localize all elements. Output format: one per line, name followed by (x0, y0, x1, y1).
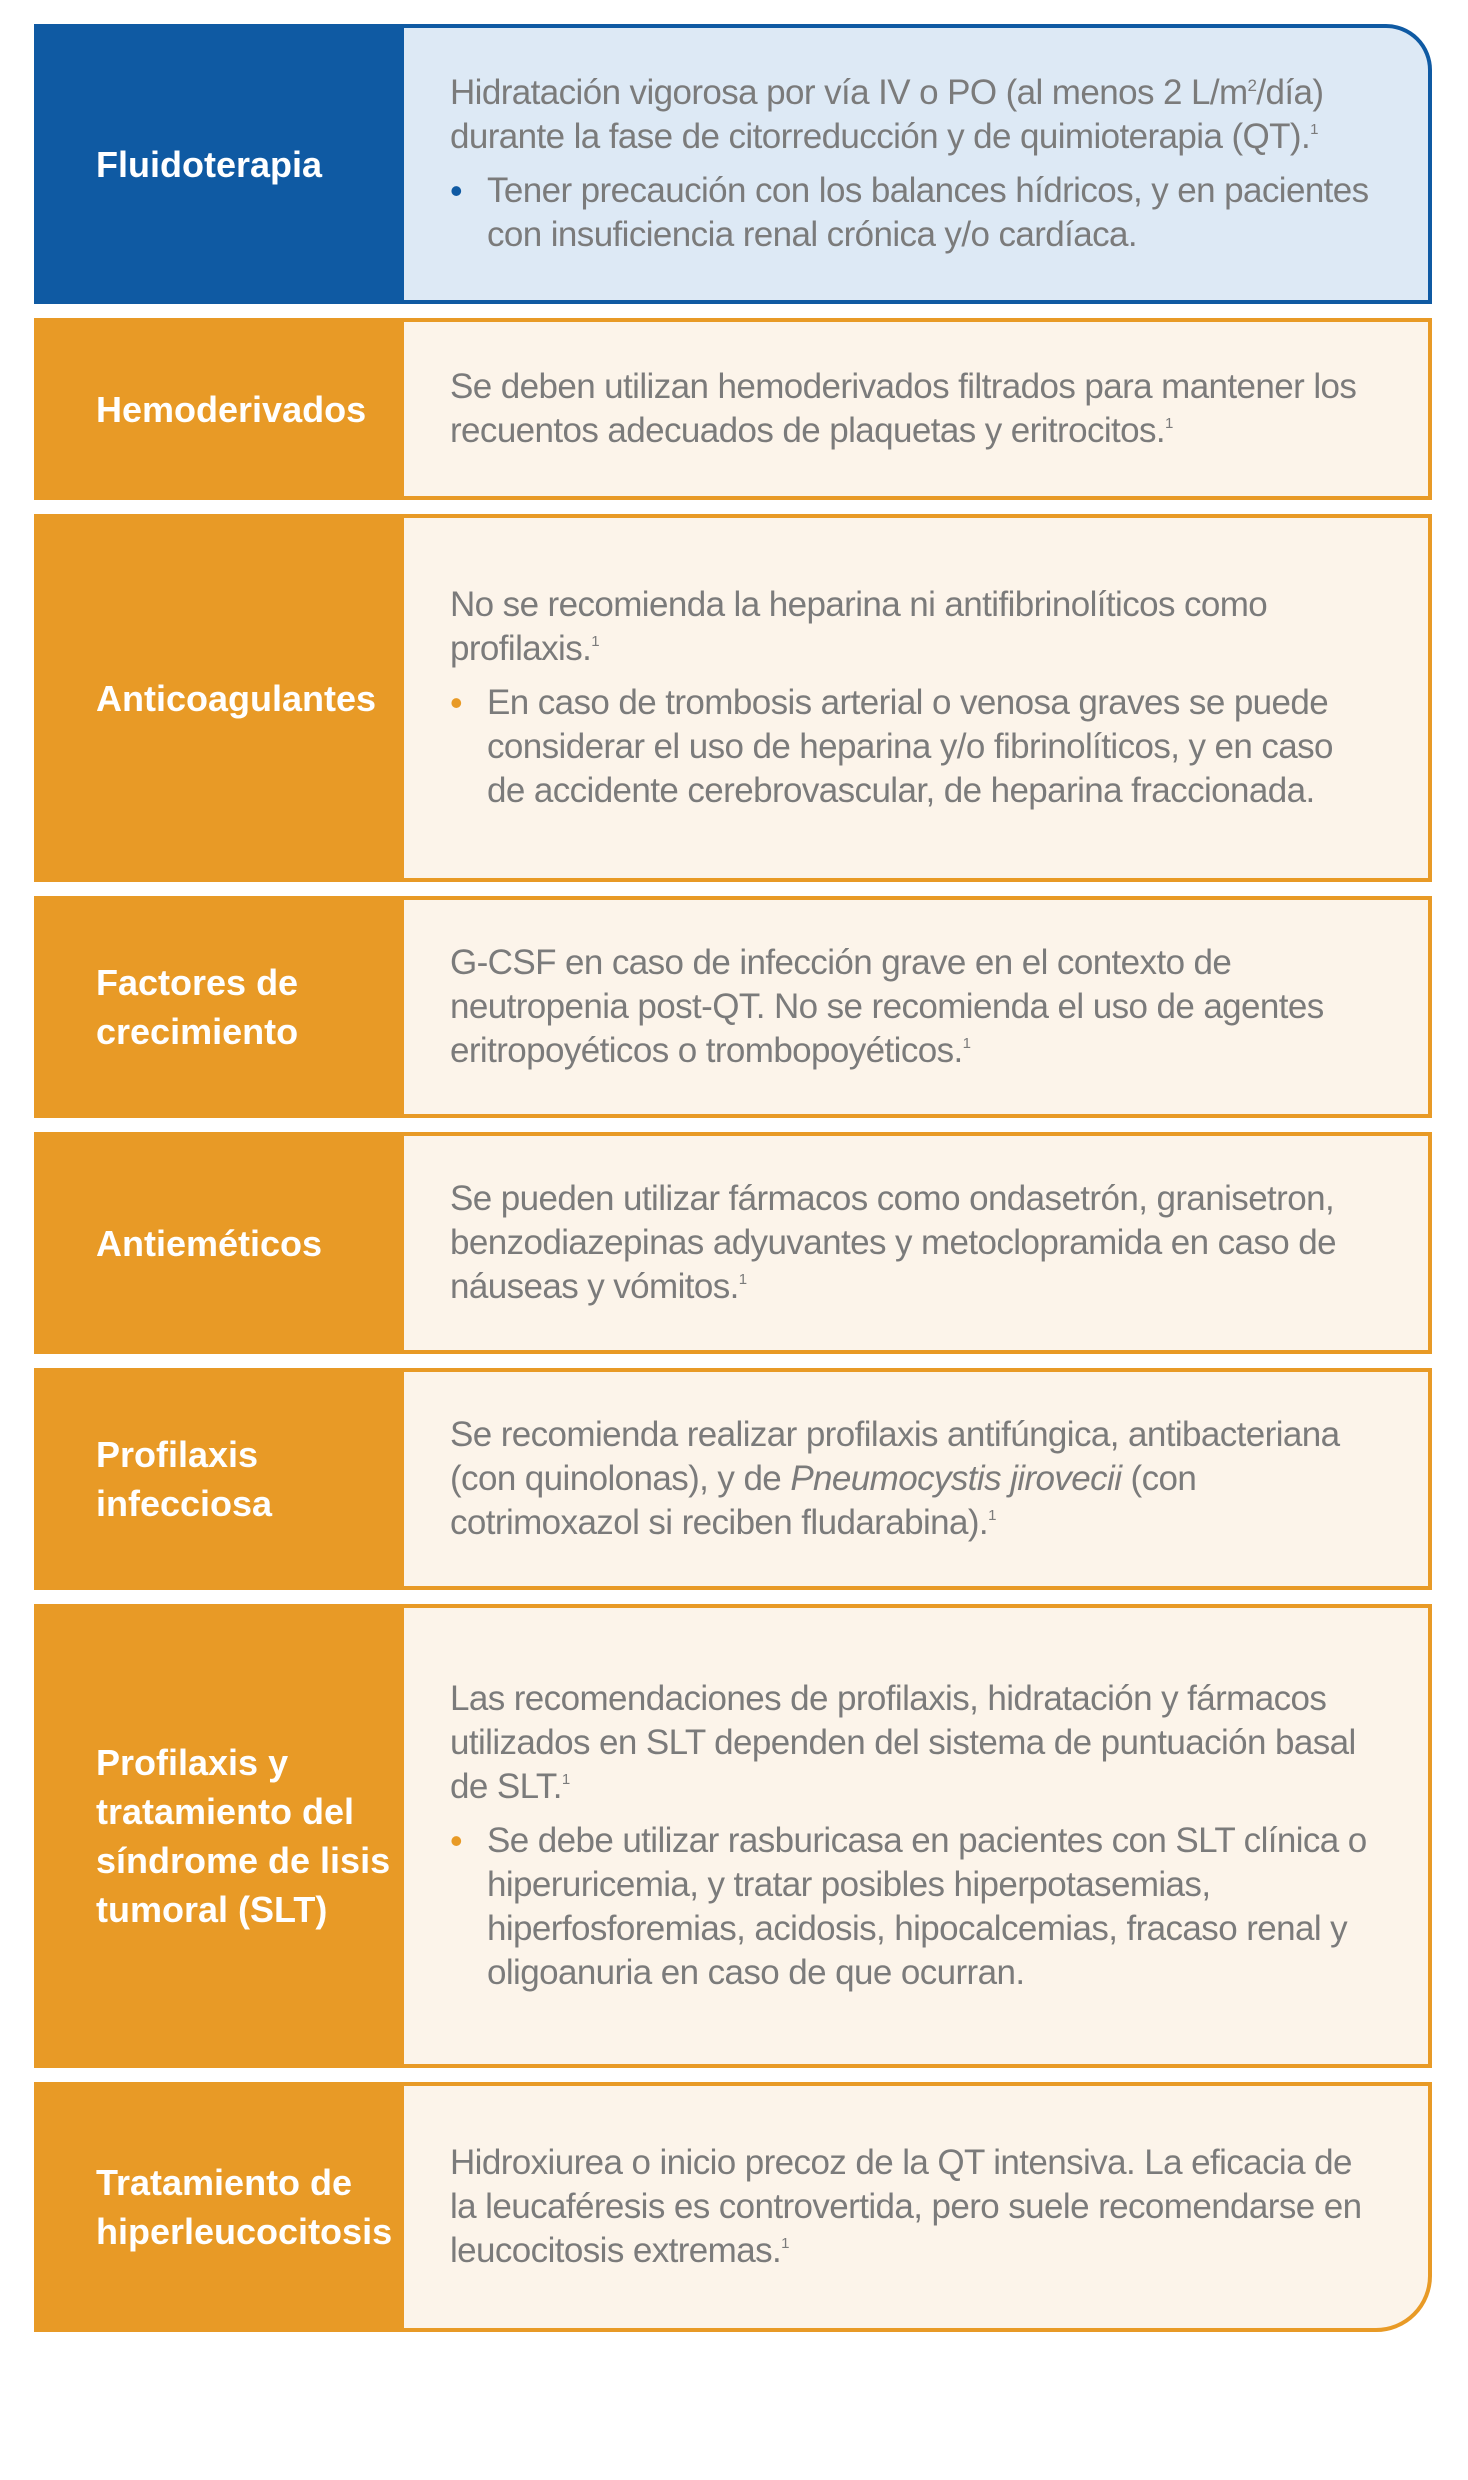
row-content (404, 1372, 1428, 1586)
row-content (404, 2086, 1428, 2328)
row-label (38, 1608, 404, 2064)
row-content (404, 1136, 1428, 1350)
row-fluidoterapia (34, 24, 1432, 304)
row-content (404, 322, 1428, 496)
row-content (404, 900, 1428, 1114)
row-label (38, 1372, 404, 1586)
row-hiperleucocitosis (34, 2082, 1432, 2332)
row-label (38, 900, 404, 1114)
bullet-list (450, 681, 1370, 813)
row-factores-de-crecimiento (34, 896, 1432, 1118)
row-label (38, 1136, 404, 1350)
reference-marker: 1 (962, 1035, 971, 1052)
row-text: G-CSF en caso de infección grave en el contexto de neutropenia post-QT. No se recomienda el uso de agentes eritropoyéticos o trombopoyéticos.$^1$ (450, 943, 1324, 1070)
label-text: Fluidoterapia (96, 143, 323, 185)
row-antiemeticos (34, 1132, 1432, 1354)
row-content (404, 518, 1428, 878)
reference-marker: 1 (781, 2235, 789, 2252)
row-content (404, 28, 1428, 300)
reference-marker: 1 (1310, 121, 1318, 138)
row-text: Se deben utilizan hemoderivados filtrados para mantener los recuentos adecuados de plaquetas y eritrocitos.$^1$ (450, 367, 1357, 450)
row-hemoderivados (34, 318, 1432, 500)
row-text: Hidroxiurea o inicio precoz de la QT intensiva. La eficacia de la leucaféresis es controvertida, pero suele recomendarse en leucocitosis extremas.$^1$ (450, 2143, 1362, 2270)
row-text: Las recomendaciones de profilaxis, hidratación y fármacos utilizados en SLT dependen del sistema de puntuación basal de SLT.$^1$ (450, 1679, 1356, 1806)
reference-marker: 1 (561, 1771, 570, 1788)
bullet-list (450, 1819, 1370, 1995)
row-label (38, 2086, 404, 2328)
reference-marker: 1 (591, 633, 599, 650)
label-text: Profilaxis infecciosa (96, 1434, 273, 1524)
bullet-item: • En caso de trombosis arterial o venosa graves se puede considerar el uso de heparina y/o fibrinolíticos, y en caso de accidente cerebrovascular, de heparina fraccionada. (450, 681, 1370, 813)
row-label (38, 518, 404, 878)
row-profilaxis-infecciosa (34, 1368, 1432, 1590)
bullet-item: • Se debe utilizar rasburicasa en pacientes con SLT clínica o hiperuricemia, y tratar posibles hiperpotasemias, hiperfosforemias, acidosis, hipocalcemias, fracaso renal y oligoanuria en caso de que ocurran. (450, 1819, 1370, 1995)
label-text: Profilaxis y tratamiento del síndrome de lisis tumoral (SLT) (96, 1742, 391, 1930)
row-text: Se recomienda realizar profilaxis antifúngica, antibacteriana (con quinolonas), y de Pneumocystis jirovecii (con cotrimoxazol si reciben fludarabina).$^1$ (450, 1415, 1340, 1542)
row-label (38, 322, 404, 496)
reference-marker: 1 (1165, 415, 1173, 432)
label-text: Factores de crecimiento (96, 962, 299, 1052)
row-label (38, 28, 404, 300)
bullet-list (450, 169, 1370, 257)
row-text: Se pueden utilizar fármacos como ondasetrón, granisetron, benzodiazepinas adyuvantes y metoclopramida en caso de náuseas y vómitos.$^1$ (450, 1179, 1336, 1306)
bullet-item: • Tener precaución con los balances hídricos, y en pacientes con insuficiencia renal crónica y/o cardíaca. (450, 169, 1370, 257)
reference-marker: 1 (738, 1271, 747, 1288)
label-text: Tratamiento de hiperleucocitosis (96, 2162, 393, 2252)
label-text: Antieméticos (96, 1222, 323, 1264)
row-anticoagulantes (34, 514, 1432, 882)
reference-marker: 1 (988, 1507, 996, 1524)
label-text: Anticoagulantes (96, 677, 377, 719)
row-text: No se recomienda la heparina ni antifibrinolíticos como profilaxis.$^1$ (450, 585, 1268, 668)
row-text: Hidratación vigorosa por vía IV o PO (al menos 2 $L/m^2/día$) durante la fase de citorreducción y de quimioterapia (QT).$^1$ (450, 73, 1324, 156)
row-profilaxis-slt (34, 1604, 1432, 2068)
label-text: Hemoderivados (96, 388, 367, 430)
row-content (404, 1608, 1428, 2064)
